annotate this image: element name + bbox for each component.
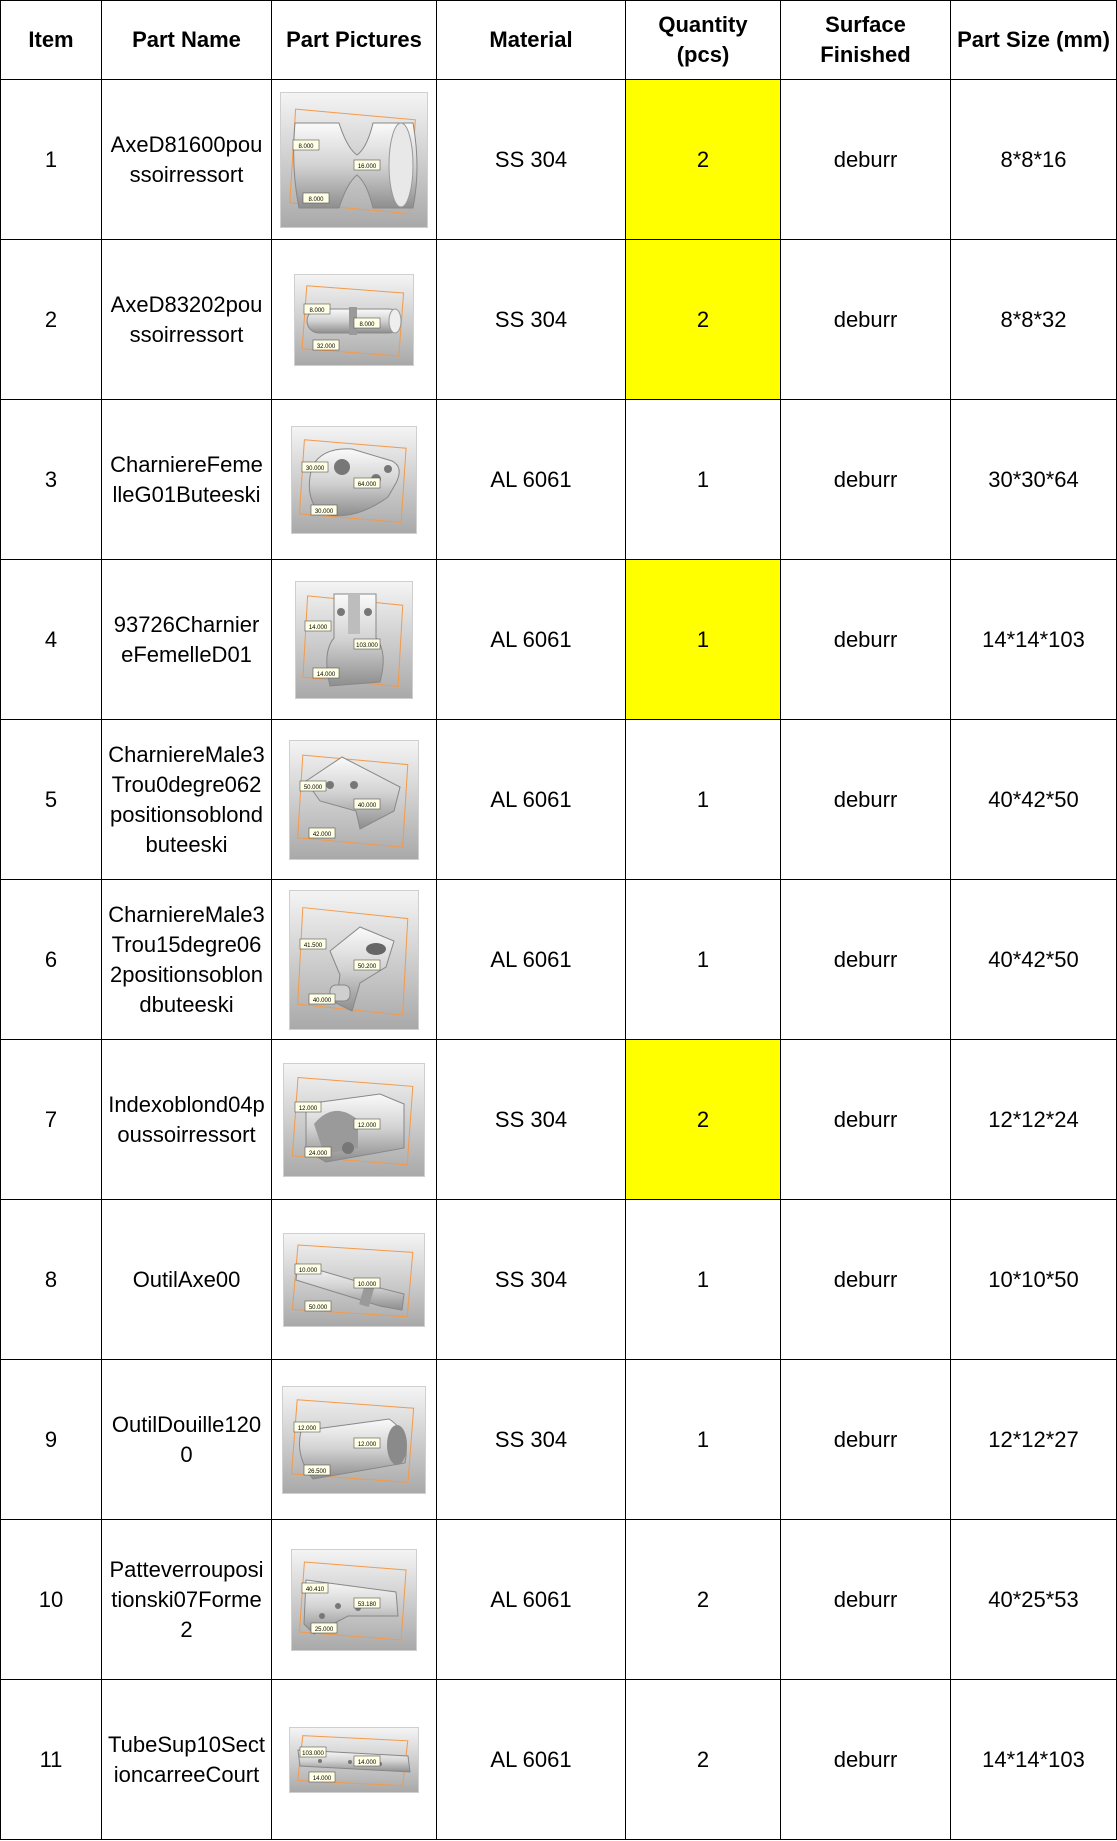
cell-part-picture bbox=[272, 1680, 437, 1840]
cell-part-picture bbox=[272, 560, 437, 720]
cell-part-name: AxeD81600poussoirressort bbox=[102, 80, 272, 240]
cell-item: 2 bbox=[1, 240, 102, 400]
cell-part-picture bbox=[272, 80, 437, 240]
cell-quantity: 2 bbox=[626, 1040, 781, 1200]
cell-material: AL 6061 bbox=[437, 400, 626, 560]
cell-size: 10*10*50 bbox=[951, 1200, 1117, 1360]
dimension-label: 16.000 bbox=[357, 163, 377, 170]
cell-part-picture bbox=[272, 240, 437, 400]
cell-material: SS 304 bbox=[437, 240, 626, 400]
dimension-label: 30.000 bbox=[314, 508, 334, 515]
cell-size: 12*12*27 bbox=[951, 1360, 1117, 1520]
table-row bbox=[1, 240, 1117, 400]
dimension-label: 14.000 bbox=[316, 671, 336, 678]
cell-surface: deburr bbox=[781, 240, 951, 400]
dimension-label: 8.000 bbox=[298, 143, 314, 150]
dimension-label: 50.200 bbox=[357, 963, 377, 970]
cell-material: SS 304 bbox=[437, 1200, 626, 1360]
dimension-label: 10.000 bbox=[357, 1281, 377, 1288]
cell-surface: deburr bbox=[781, 560, 951, 720]
header-row bbox=[1, 1, 1117, 80]
header-part-name: Part Name bbox=[102, 1, 272, 80]
cell-part-name: CharniereMale3Trou0degre062positionsoblondbuteeski bbox=[102, 720, 272, 880]
dimension-label: 40.410 bbox=[305, 1586, 325, 1593]
dimension-label: 8.000 bbox=[309, 307, 325, 314]
cell-size: 14*14*103 bbox=[951, 560, 1117, 720]
header-quantity: Quantity (pcs) bbox=[626, 1, 781, 80]
cell-item: 11 bbox=[1, 1680, 102, 1840]
cell-surface: deburr bbox=[781, 1360, 951, 1520]
cell-item: 1 bbox=[1, 80, 102, 240]
dimension-label: 25.000 bbox=[314, 1626, 334, 1633]
cell-size: 40*42*50 bbox=[951, 720, 1117, 880]
cell-item: 5 bbox=[1, 720, 102, 880]
cell-surface: deburr bbox=[781, 1520, 951, 1680]
cell-part-name: AxeD83202poussoirressort bbox=[102, 240, 272, 400]
dimension-label: 53.180 bbox=[357, 1601, 377, 1608]
cell-part-picture bbox=[272, 1200, 437, 1360]
part-picture bbox=[294, 274, 414, 366]
dimension-label: 8.000 bbox=[308, 196, 324, 203]
cell-material: AL 6061 bbox=[437, 720, 626, 880]
cell-size: 8*8*32 bbox=[951, 240, 1117, 400]
dimension-label: 40.000 bbox=[312, 997, 332, 1004]
header-part-pictures: Part Pictures bbox=[272, 1, 437, 80]
cell-surface: deburr bbox=[781, 1680, 951, 1840]
cell-quantity: 1 bbox=[626, 880, 781, 1040]
cell-material: AL 6061 bbox=[437, 880, 626, 1040]
dimension-label: 12.000 bbox=[357, 1122, 377, 1129]
cell-part-name: OutilAxe00 bbox=[102, 1200, 272, 1360]
part-picture bbox=[289, 890, 419, 1030]
dimension-label: 14.000 bbox=[308, 624, 328, 631]
dimension-label: 14.000 bbox=[357, 1759, 377, 1766]
table-row bbox=[1, 720, 1117, 880]
cell-material: SS 304 bbox=[437, 80, 626, 240]
cell-material: AL 6061 bbox=[437, 1520, 626, 1680]
part-picture bbox=[289, 1727, 419, 1793]
cell-part-name: CharniereMale3Trou15degre062positionsoblondbuteeski bbox=[102, 880, 272, 1040]
dimension-label: 12.000 bbox=[297, 1425, 317, 1432]
dimension-label: 12.000 bbox=[357, 1441, 377, 1448]
dimension-label: 50.000 bbox=[308, 1304, 328, 1311]
cell-item: 7 bbox=[1, 1040, 102, 1200]
table-row bbox=[1, 880, 1117, 1040]
cell-surface: deburr bbox=[781, 1200, 951, 1360]
cell-part-name: Patteverroupositionski07Forme2 bbox=[102, 1520, 272, 1680]
header-material: Material bbox=[437, 1, 626, 80]
cell-size: 30*30*64 bbox=[951, 400, 1117, 560]
cell-quantity: 2 bbox=[626, 80, 781, 240]
table-row bbox=[1, 1520, 1117, 1680]
header-surface: Surface Finished bbox=[781, 1, 951, 80]
cell-part-name: Indexoblond04poussoirressort bbox=[102, 1040, 272, 1200]
dimension-label: 42.000 bbox=[312, 831, 332, 838]
cell-item: 8 bbox=[1, 1200, 102, 1360]
header-item: Item bbox=[1, 1, 102, 80]
dimension-label: 41.500 bbox=[303, 942, 323, 949]
dimension-label: 32.000 bbox=[316, 343, 336, 350]
cell-quantity: 2 bbox=[626, 240, 781, 400]
cell-surface: deburr bbox=[781, 1040, 951, 1200]
table-row bbox=[1, 1680, 1117, 1840]
cell-item: 6 bbox=[1, 880, 102, 1040]
cell-quantity: 1 bbox=[626, 1200, 781, 1360]
table-row bbox=[1, 400, 1117, 560]
cell-part-picture bbox=[272, 880, 437, 1040]
header-size: Part Size (mm) bbox=[951, 1, 1117, 80]
cell-quantity: 1 bbox=[626, 720, 781, 880]
table-row bbox=[1, 1040, 1117, 1200]
cell-size: 8*8*16 bbox=[951, 80, 1117, 240]
cell-size: 40*25*53 bbox=[951, 1520, 1117, 1680]
part-picture bbox=[291, 1549, 417, 1651]
table-row bbox=[1, 80, 1117, 240]
cell-item: 4 bbox=[1, 560, 102, 720]
cell-size: 40*42*50 bbox=[951, 880, 1117, 1040]
dimension-label: 12.000 bbox=[298, 1105, 318, 1112]
cell-quantity: 2 bbox=[626, 1680, 781, 1840]
part-picture bbox=[280, 92, 428, 228]
cell-material: SS 304 bbox=[437, 1360, 626, 1520]
table-row bbox=[1, 1200, 1117, 1360]
table-row bbox=[1, 560, 1117, 720]
dimension-label: 14.000 bbox=[312, 1775, 332, 1782]
part-picture bbox=[291, 426, 417, 534]
part-picture bbox=[283, 1063, 425, 1177]
cell-quantity: 1 bbox=[626, 560, 781, 720]
cell-part-name: TubeSup10SectioncarreeCourt bbox=[102, 1680, 272, 1840]
cell-quantity: 1 bbox=[626, 400, 781, 560]
cell-part-name: 93726CharniereFemelleD01 bbox=[102, 560, 272, 720]
cell-quantity: 1 bbox=[626, 1360, 781, 1520]
cell-part-picture bbox=[272, 1520, 437, 1680]
cell-surface: deburr bbox=[781, 880, 951, 1040]
dimension-label: 8.000 bbox=[359, 321, 375, 328]
cell-material: AL 6061 bbox=[437, 560, 626, 720]
table-row bbox=[1, 1360, 1117, 1520]
cell-part-picture bbox=[272, 720, 437, 880]
cell-part-picture bbox=[272, 400, 437, 560]
part-picture bbox=[282, 1386, 426, 1494]
dimension-label: 24.000 bbox=[308, 1150, 328, 1157]
cell-size: 12*12*24 bbox=[951, 1040, 1117, 1200]
dimension-label: 103.000 bbox=[356, 642, 378, 649]
cell-quantity: 2 bbox=[626, 1520, 781, 1680]
cell-material: SS 304 bbox=[437, 1040, 626, 1200]
cell-part-name: CharniereFemelleG01Buteeski bbox=[102, 400, 272, 560]
cell-item: 9 bbox=[1, 1360, 102, 1520]
cell-material: AL 6061 bbox=[437, 1680, 626, 1840]
cell-part-name: OutilDouille1200 bbox=[102, 1360, 272, 1520]
dimension-label: 40.000 bbox=[357, 802, 377, 809]
cell-part-picture bbox=[272, 1360, 437, 1520]
cell-item: 3 bbox=[1, 400, 102, 560]
cell-item: 10 bbox=[1, 1520, 102, 1680]
cell-surface: deburr bbox=[781, 720, 951, 880]
cell-surface: deburr bbox=[781, 400, 951, 560]
dimension-label: 10.000 bbox=[298, 1267, 318, 1274]
part-picture bbox=[295, 581, 413, 699]
cell-surface: deburr bbox=[781, 80, 951, 240]
cell-part-picture bbox=[272, 1040, 437, 1200]
dimension-label: 50.000 bbox=[303, 784, 323, 791]
dimension-label: 30.000 bbox=[305, 465, 325, 472]
dimension-label: 26.500 bbox=[307, 1468, 327, 1475]
part-picture bbox=[283, 1233, 425, 1327]
dimension-label: 64.000 bbox=[357, 481, 377, 488]
part-picture bbox=[289, 740, 419, 860]
cell-size: 14*14*103 bbox=[951, 1680, 1117, 1840]
dimension-label: 103.000 bbox=[302, 1750, 324, 1757]
